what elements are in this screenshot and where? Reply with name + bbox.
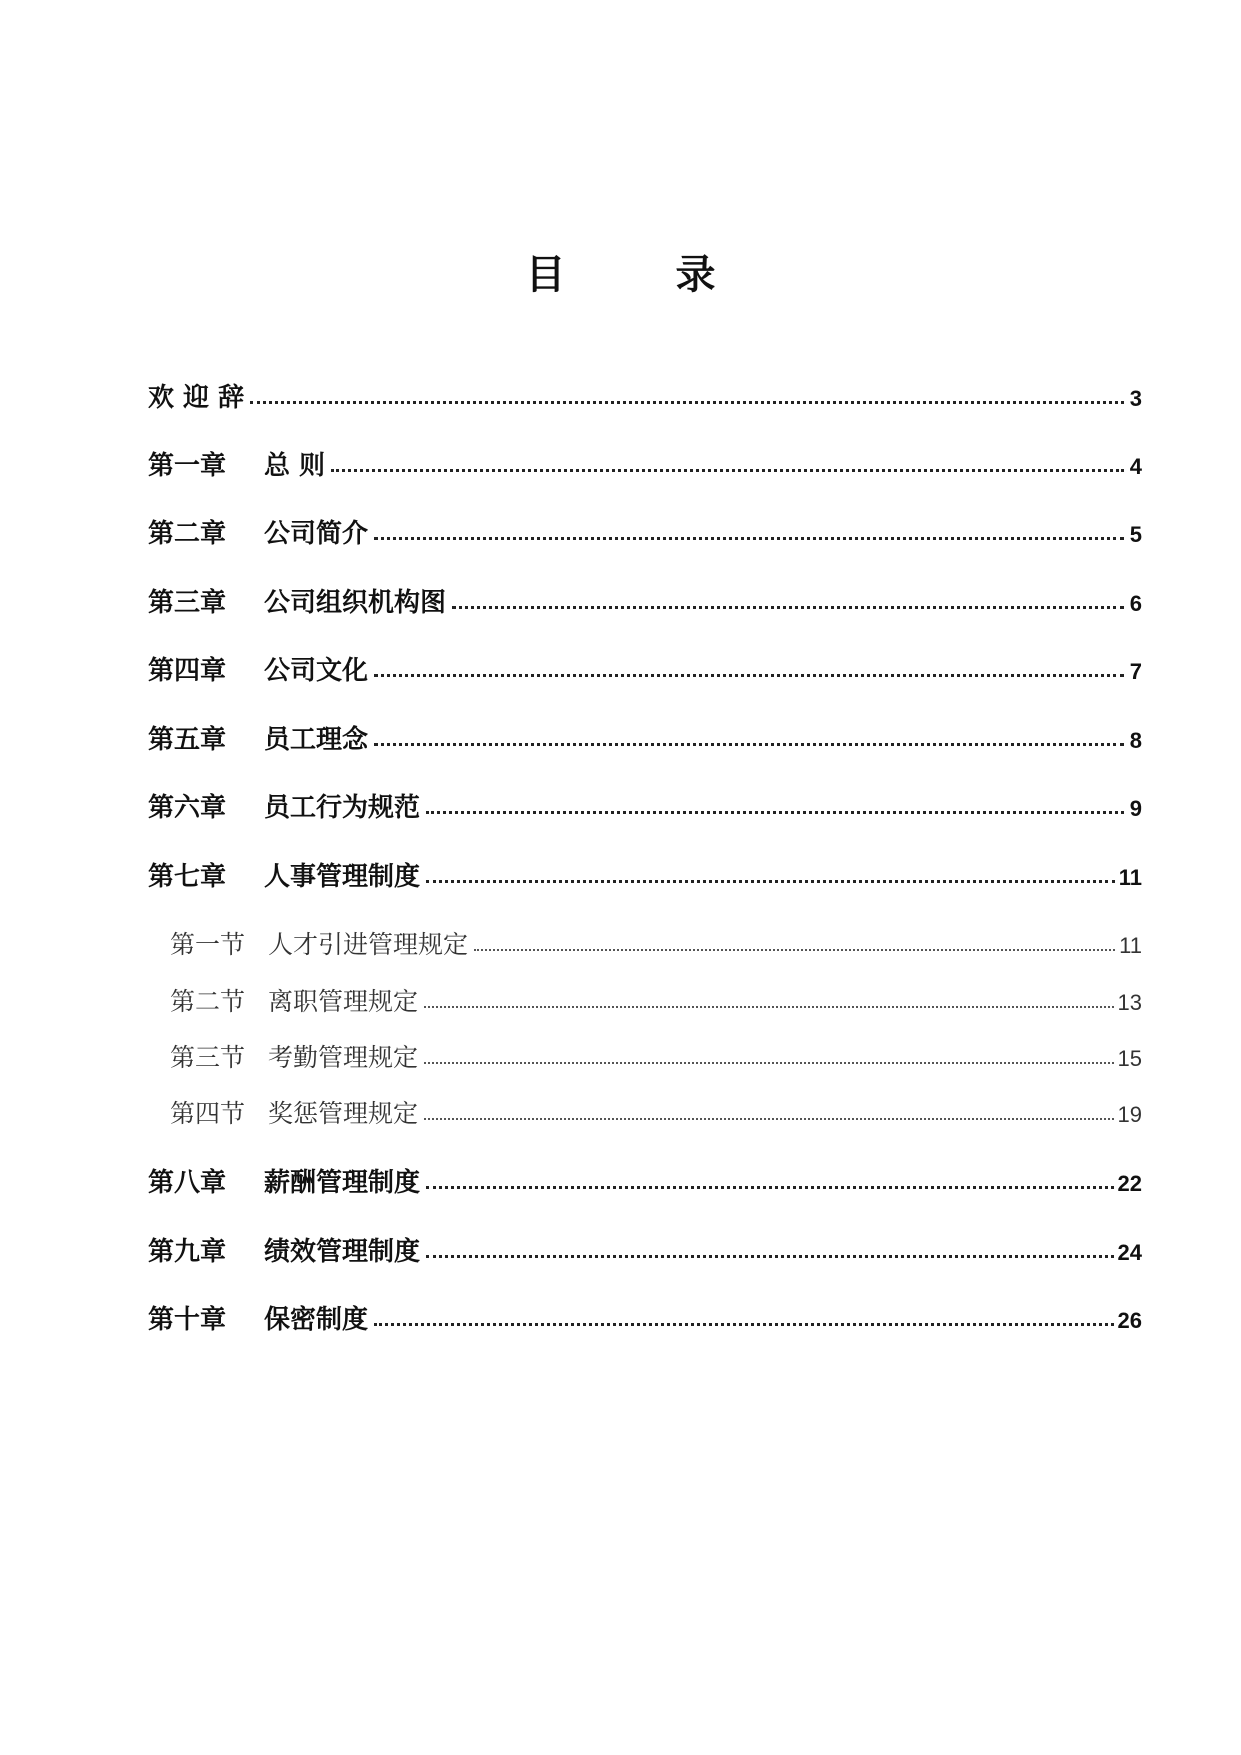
toc-entry-number: 第四节 <box>170 1099 246 1128</box>
toc-entry-label: 员工理念 <box>264 725 369 755</box>
toc-dot-leader <box>250 380 1124 406</box>
toc-entry-label: 绩效管理制度 <box>264 1237 421 1267</box>
toc-dot-leader <box>374 722 1124 748</box>
toc-entry-chapter-9[interactable] <box>148 1234 1142 1268</box>
toc-dot-leader <box>426 859 1115 885</box>
toc-page-number: 4 <box>1129 454 1142 479</box>
toc-page-number: 26 <box>1117 1308 1142 1333</box>
toc-entry-section-3[interactable] <box>170 1041 1142 1073</box>
toc-entry-section-2[interactable] <box>170 985 1142 1017</box>
toc-entry-label: 总 则 <box>264 451 326 481</box>
toc-dot-leader <box>374 653 1124 679</box>
toc-page-number: 3 <box>1129 386 1142 411</box>
toc-entry-label: 人才引进管理规定 <box>268 930 469 959</box>
toc-page-number: 15 <box>1117 1046 1142 1071</box>
toc-page-number: 6 <box>1129 591 1142 616</box>
toc-entry-label: 人事管理制度 <box>264 862 421 892</box>
toc-entry-chapter-3[interactable] <box>148 585 1142 619</box>
toc-entry-chapter-7[interactable] <box>148 859 1142 893</box>
toc-entry-section-4[interactable] <box>170 1097 1142 1129</box>
toc-dot-leader <box>424 985 1114 1010</box>
toc-dot-leader <box>426 1234 1114 1260</box>
toc-dot-leader <box>426 790 1124 816</box>
toc-entry-number: 第二章 <box>148 519 227 549</box>
toc-entry-label: 公司组织机构图 <box>264 588 447 618</box>
toc-page-number: 9 <box>1129 796 1142 821</box>
page-title <box>0 250 1241 300</box>
toc-dot-leader <box>374 1302 1114 1328</box>
toc-entry-number: 第七章 <box>148 862 227 892</box>
toc-dot-leader <box>452 585 1124 611</box>
toc-entry-chapter-2[interactable] <box>148 516 1142 550</box>
toc-entry-section-1[interactable] <box>170 928 1142 960</box>
toc-entry-chapter-6[interactable] <box>148 790 1142 824</box>
toc-entry-number: 第五章 <box>148 725 227 755</box>
toc-entry-label: 奖惩管理规定 <box>268 1099 419 1128</box>
toc-entry-number: 第十章 <box>148 1305 227 1335</box>
toc-page-number: 22 <box>1117 1171 1142 1196</box>
toc-page-number: 5 <box>1129 522 1142 547</box>
toc-entry-number: 第八章 <box>148 1168 227 1198</box>
toc-page-number: 11 <box>1118 865 1142 890</box>
toc-page-number: 11 <box>1119 933 1142 958</box>
toc-entry-label: 考勤管理规定 <box>268 1043 419 1072</box>
toc-entry-chapter-4[interactable] <box>148 653 1142 687</box>
toc-page-number: 13 <box>1117 990 1142 1015</box>
toc-entry-chapter-1[interactable] <box>148 448 1142 482</box>
toc-entry-label: 公司简介 <box>264 519 369 549</box>
toc-page-number: 8 <box>1129 728 1142 753</box>
toc-entry-label: 员工行为规范 <box>264 793 421 823</box>
toc-dot-leader <box>374 516 1124 542</box>
toc-dot-leader <box>474 928 1115 953</box>
toc-dot-leader <box>424 1097 1114 1122</box>
title-char-1: 目 <box>525 252 566 298</box>
toc-entry-label: 欢 迎 辞 <box>148 383 245 413</box>
toc-page-number: 7 <box>1129 659 1142 684</box>
toc-entry-welcome[interactable] <box>148 380 1142 414</box>
toc-entry-number: 第四章 <box>148 656 227 686</box>
toc-entry-number: 第一节 <box>170 930 246 959</box>
toc-entry-chapter-5[interactable] <box>148 722 1142 756</box>
toc-entry-number: 第三节 <box>170 1043 246 1072</box>
toc-page-number: 24 <box>1117 1240 1142 1265</box>
toc-entry-number: 第一章 <box>148 451 227 481</box>
toc-dot-leader <box>331 448 1124 474</box>
toc-dot-leader <box>426 1165 1114 1191</box>
toc-page-number: 19 <box>1117 1102 1142 1127</box>
toc-entry-chapter-10[interactable] <box>148 1302 1142 1336</box>
toc-entry-label: 离职管理规定 <box>268 987 419 1016</box>
toc-entry-number: 第三章 <box>148 588 227 618</box>
toc-entry-number: 第九章 <box>148 1237 227 1267</box>
toc-entry-label: 保密制度 <box>264 1305 369 1335</box>
toc-entry-label: 公司文化 <box>264 656 369 686</box>
toc-entry-number: 第二节 <box>170 987 246 1016</box>
toc-entry-number: 第六章 <box>148 793 227 823</box>
toc-dot-leader <box>424 1041 1114 1066</box>
title-char-2: 录 <box>675 252 716 298</box>
toc-entry-label: 薪酬管理制度 <box>264 1168 421 1198</box>
toc-entry-chapter-8[interactable] <box>148 1165 1142 1199</box>
